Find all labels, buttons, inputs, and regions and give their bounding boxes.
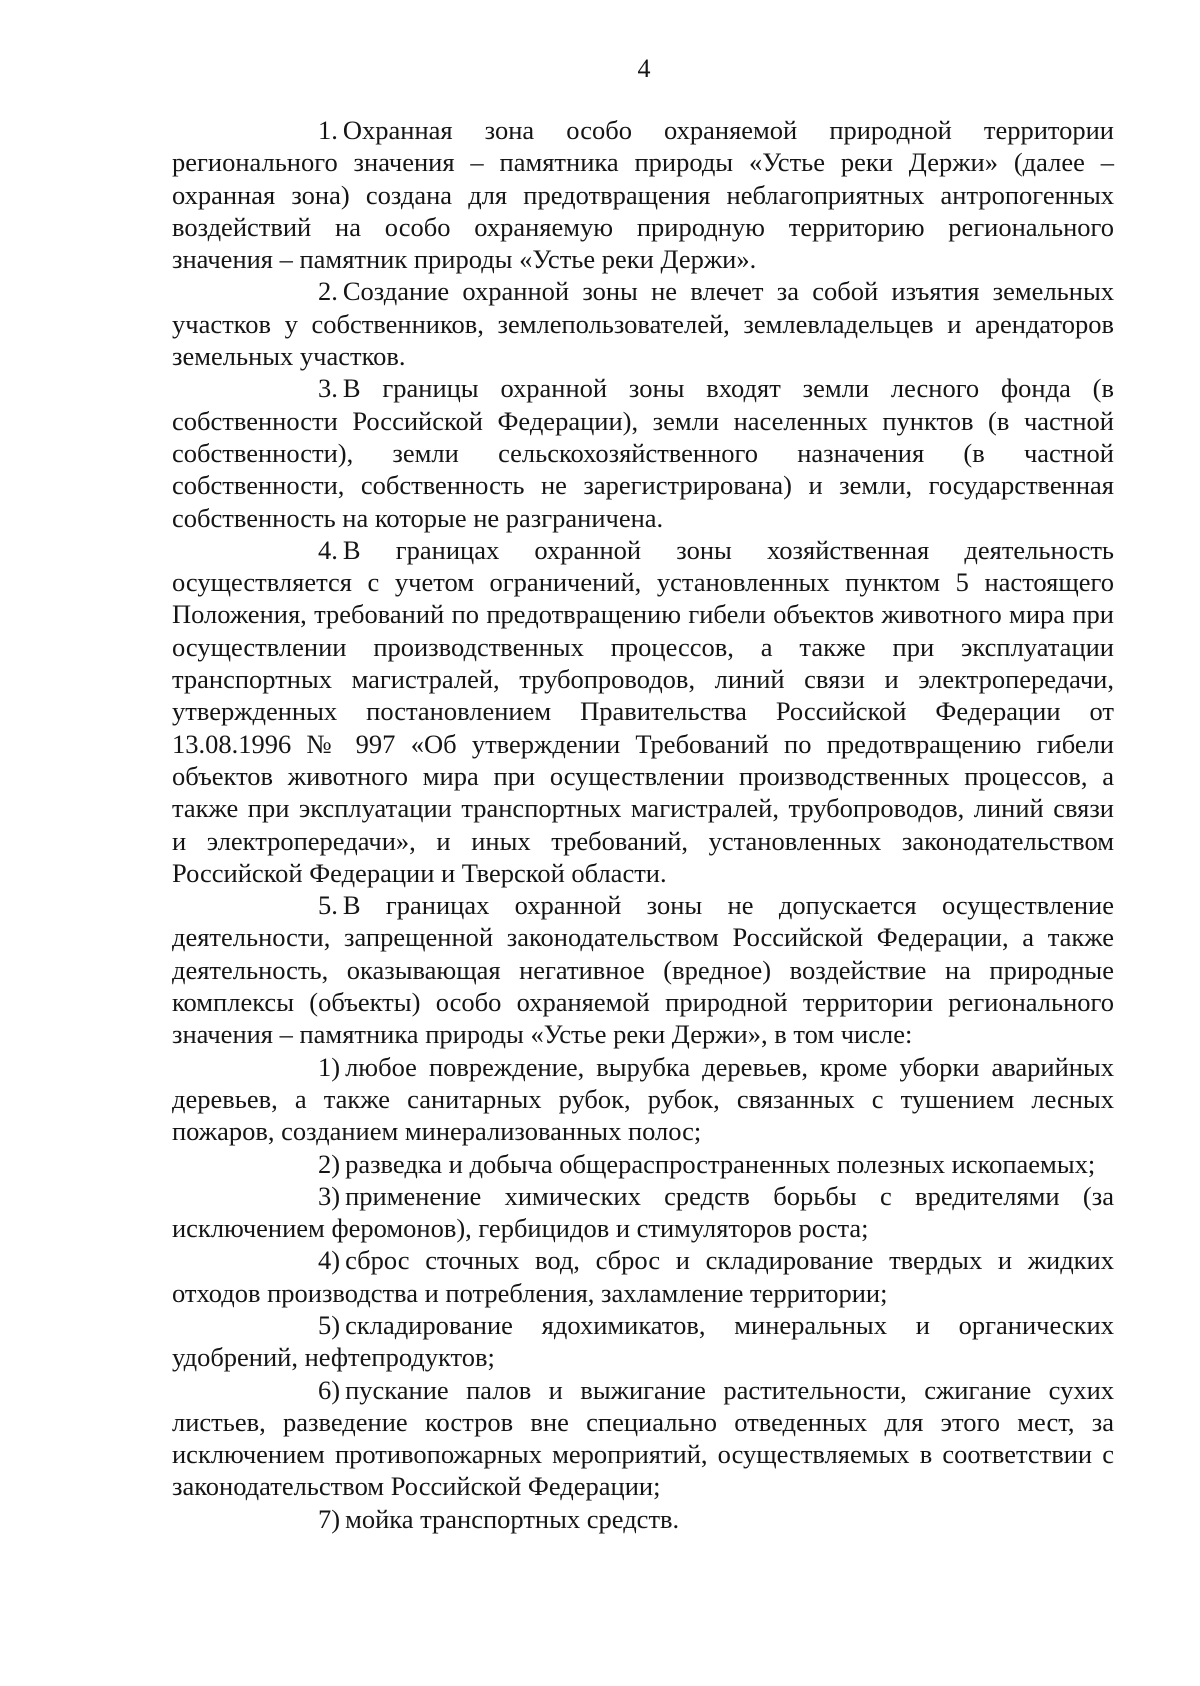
list-item-1 bbox=[172, 1051, 1114, 1148]
paragraph-text: В границах охранной зоны хозяйственная деятельность осуществляется с учетом ограничений, установленных пунктом 5 настоящего Положения, требований по предотвращению гибели объектов животного мира при осуществлении производственных процессов, а также при эксплуатации транспортных магистралей, трубопроводов, линий связи и электропередачи, утвержденных постановлением Правительства Российской Федерации от 13.08.1996 № 997 «Об утверждении Требований по предотвращению гибели объектов животного мира при осуществлении производственных процессов, а также при эксплуатации транспортных магистралей, трубопроводов, линий связи и электропередачи», и иных требований, установленных законодательством Российской Федерации и Тверской области. bbox=[172, 534, 1114, 888]
paragraph-text: В границы охранной зоны входят земли лесного фонда (в собственности Российской Федерации), земли населенных пунктов (в частной собственности), земли сельскохозяйственного назначения (в частной собственности, собственность не зарегистрирована) и земли, государственная собственность на которые не разграничена. bbox=[172, 373, 1114, 533]
paragraph-text: Создание охранной зоны не влечет за собой изъятия земельных участков у собственников, землепользователей, землевладельцев и арендаторов земельных участков. bbox=[172, 276, 1114, 372]
paragraph-text: В границах охранной зоны не допускается осуществление деятельности, запрещенной законодательством Российской Федерации, а также деятельность, оказывающая негативное (вредное) воздействие на природные комплексы (объекты) особо охраняемой природной территории регионального значения – памятника природы «Устье реки Держи», в том числе: bbox=[172, 890, 1114, 1050]
page-number: 4 bbox=[637, 54, 651, 83]
list-item-4 bbox=[172, 1244, 1114, 1309]
list-item-2 bbox=[172, 1148, 1114, 1180]
list-item-number: 1) bbox=[318, 1051, 341, 1082]
list-item-number: 5) bbox=[318, 1309, 341, 1340]
list-item-text: разведка и добыча общераспространенных полезных ископаемых; bbox=[345, 1148, 1096, 1179]
document-body bbox=[172, 114, 1114, 1535]
list-item-text: сброс сточных вод, сброс и складирование твердых и жидких отходов производства и потребления, захламление территории; bbox=[172, 1245, 1114, 1308]
list-item-text: применение химических средств борьбы с вредителями (за исключением феромонов), гербицидов и стимуляторов роста; bbox=[172, 1180, 1114, 1244]
paragraph-3 bbox=[172, 372, 1114, 533]
list-item-number: 2) bbox=[318, 1148, 341, 1179]
list-item-6 bbox=[172, 1374, 1114, 1503]
paragraph-text: Охранная зона особо охраняемой природной территории регионального значения – памятника природы «Устье реки Держи» (далее – охранная зона) создана для предотвращения неблагоприятных антропогенных воздействий на особо охраняемую природную территорию регионального значения – памятник природы «Устье реки Держи». bbox=[172, 115, 1114, 275]
paragraph-1 bbox=[172, 114, 1114, 275]
list-item-text: мойка транспортных средств. bbox=[345, 1503, 680, 1534]
list-item-number: 4) bbox=[318, 1245, 341, 1276]
list-item-5 bbox=[172, 1309, 1114, 1374]
list-item-number: 7) bbox=[318, 1503, 341, 1534]
paragraph-number: 4. bbox=[318, 534, 338, 565]
list-item-3 bbox=[172, 1180, 1114, 1245]
list-item-text: складирование ядохимикатов, минеральных и органических удобрений, нефтепродуктов; bbox=[172, 1309, 1114, 1373]
paragraph-5 bbox=[172, 889, 1114, 1050]
paragraph-number: 3. bbox=[318, 373, 338, 404]
list-item-text: любое повреждение, вырубка деревьев, кроме уборки аварийных деревьев, а также санитарных рубок, рубок, связанных с тушением лесных пожаров, созданием минерализованных полос; bbox=[172, 1051, 1114, 1147]
paragraph-number: 5. bbox=[318, 890, 338, 921]
list-item-number: 6) bbox=[318, 1374, 341, 1405]
paragraph-2 bbox=[172, 275, 1114, 372]
paragraph-number: 2. bbox=[318, 276, 338, 307]
list-item-number: 3) bbox=[318, 1180, 341, 1211]
list-item-7 bbox=[172, 1503, 1114, 1535]
paragraph-number: 1. bbox=[318, 115, 338, 145]
list-item-text: пускание палов и выжигание растительности, сжигание сухих листьев, разведение костров вне специально отведенных для этого мест, за исключением противопожарных мероприятий, осуществляемых в соответствии с законодательством Российской Федерации; bbox=[172, 1374, 1114, 1502]
paragraph-4 bbox=[172, 534, 1114, 889]
